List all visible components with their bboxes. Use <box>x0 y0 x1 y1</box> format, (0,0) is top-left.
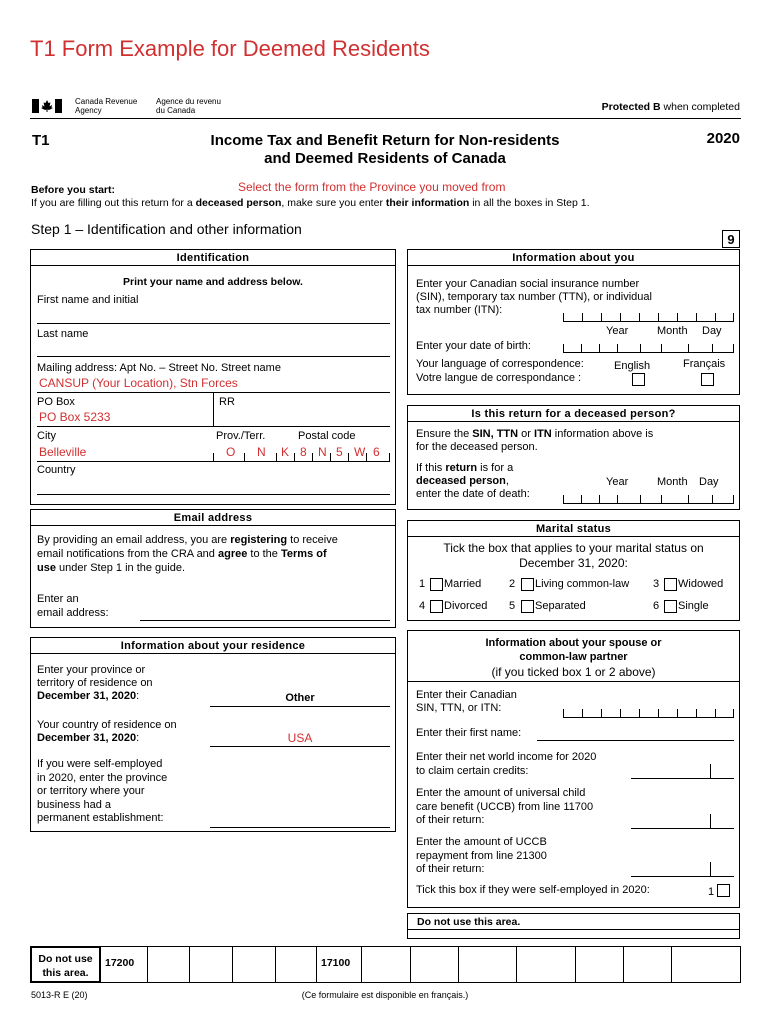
sin-field[interactable] <box>563 321 734 322</box>
do-not-use-label: Do not use this area. <box>417 916 521 928</box>
dob-day-label: Day <box>702 325 722 337</box>
widowed-checkbox[interactable] <box>664 578 677 591</box>
email-terms-text: By providing an email address, you are registering to receive email notifications from the CRA and agree to the Terms of use under Step 1 in the guide. <box>37 534 338 574</box>
agency-name-fr: Agence du revenu du Canada <box>156 97 221 115</box>
spouse-uccb-field[interactable] <box>631 828 734 829</box>
before-start-note: Select the form from the Province you moved from <box>238 180 506 194</box>
before-start-label: Before you start: <box>31 184 116 196</box>
death-day-label: Day <box>699 476 719 488</box>
spouse-uccb-label: Enter the amount of universal child care benefit (UCCB) from line 11700 of their return: <box>416 787 594 826</box>
single-checkbox[interactable] <box>664 600 677 613</box>
po-box-label: PO Box <box>37 396 75 408</box>
first-name-field[interactable] <box>37 323 390 324</box>
marital-option-widowed[interactable]: 3 <box>653 578 660 590</box>
print-label: Print your name and address below. <box>123 276 303 288</box>
last-name-field[interactable] <box>37 356 390 357</box>
postal-char-2[interactable]: 8 <box>300 445 307 459</box>
widowed-label: Widowed <box>678 578 724 590</box>
spouse-uccb-repay-field[interactable] <box>631 876 734 877</box>
marital-option-single[interactable]: 6 <box>653 600 660 612</box>
page-title: T1 Form Example for Deemed Residents <box>30 36 430 61</box>
spouse-uccb-repay-label: Enter the amount of UCCB repayment from line 21300 of their return: <box>416 836 547 875</box>
country-field[interactable] <box>37 494 390 495</box>
postal-char-4[interactable]: 5 <box>336 445 343 459</box>
separated-checkbox[interactable] <box>521 600 534 613</box>
death-date-field[interactable] <box>563 503 734 504</box>
sin-label: Enter your Canadian social insurance number (SIN), temporary tax number (TTN), or individual tax number (ITN): <box>416 278 652 316</box>
last-name-label: Last name <box>37 328 89 340</box>
form-title: Income Tax and Benefit Return for Non-residents and Deemed Residents of Canada <box>210 132 560 167</box>
common-law-checkbox[interactable] <box>521 578 534 591</box>
residence-province-label: Enter your province or territory of residence on December 31, 2020: <box>37 664 153 702</box>
single-label: Single <box>678 600 709 612</box>
dob-field[interactable] <box>563 352 734 353</box>
form-code: T1 <box>32 132 50 149</box>
footer-french-note: (Ce formulaire est disponible en français.) <box>301 990 469 1000</box>
spouse-sin-label: Enter their Canadian SIN, TTN, or ITN: <box>416 689 517 714</box>
form-year: 2020 <box>706 130 740 147</box>
deceased-ensure-text: Ensure the SIN, TTN or ITN information above is for the deceased person. <box>416 428 654 453</box>
dob-label: Enter your date of birth: <box>416 340 531 352</box>
postal-char-3[interactable]: N <box>318 445 327 459</box>
email-header: Email address <box>30 510 396 526</box>
english-label: English <box>614 360 651 372</box>
country-label: Country <box>37 464 76 476</box>
death-year-label: Year <box>606 476 629 488</box>
deceased-date-text: If this return is for a deceased person, enter the date of death: <box>416 462 530 500</box>
self-employed-province-label: If you were self-employed in 2020, enter the province or territory where your business had a permanent establishment: <box>37 758 168 824</box>
spouse-header-note: (if you ticked box 1 or 2 above) <box>491 665 656 679</box>
agency-name-en: Canada Revenue Agency <box>75 97 138 115</box>
about-you-header: Information about you <box>407 250 740 266</box>
spouse-self-employed-label: Tick this box if they were self-employed in 2020: <box>416 884 650 896</box>
postal-char-1[interactable]: K <box>281 445 290 459</box>
common-law-label: Living common-law <box>535 578 630 590</box>
mailing-value[interactable]: CANSUP (Your Location), Stn Forces <box>39 376 238 390</box>
divorced-checkbox[interactable] <box>430 600 443 613</box>
prov-label: Prov./Terr. <box>216 430 266 442</box>
canada-flag-icon <box>32 99 62 113</box>
residence-country-value[interactable]: USA <box>287 731 313 745</box>
self-employed-province-field[interactable] <box>210 827 390 828</box>
postal-label: Postal code <box>298 430 356 442</box>
email-enter-label: Enter an email address: <box>37 593 109 619</box>
francais-checkbox[interactable] <box>701 373 714 386</box>
protected-label: Protected B when completed <box>601 101 740 113</box>
po-box-value[interactable]: PO Box 5233 <box>39 410 111 424</box>
city-label: City <box>37 430 56 442</box>
married-label: Married <box>444 578 482 590</box>
spouse-first-name-field[interactable] <box>537 740 734 741</box>
residence-country-label: Your country of residence on December 31, 2020: <box>37 719 177 744</box>
spouse-net-income-field[interactable] <box>631 778 734 779</box>
spouse-net-income-label: Enter their net world income for 2020 to claim certain credits: <box>416 751 597 777</box>
spouse-header: Information about your spouse or common-law partner <box>485 637 662 663</box>
spouse-first-name-label: Enter their first name: <box>416 727 522 739</box>
postal-char-5[interactable]: W <box>354 445 366 459</box>
francais-label: Français <box>683 358 726 370</box>
bottom-code-17200: 17200 <box>105 957 135 969</box>
language-label-fr: Votre langue de correspondance : <box>416 372 582 384</box>
step1-title: Step 1 – Identification and other information <box>31 221 302 237</box>
city-value[interactable]: Belleville <box>39 445 87 459</box>
postal-char-6[interactable]: 6 <box>373 445 380 459</box>
spouse-sin-field[interactable] <box>563 717 734 718</box>
before-start-text: If you are filling out this return for a deceased person, make sure you enter their information in all the boxes in Step 1. <box>31 197 590 209</box>
dob-month-label: Month <box>657 325 688 337</box>
marital-option-common-law[interactable]: 2 <box>509 578 516 590</box>
divorced-label: Divorced <box>444 600 488 612</box>
identification-header: Identification <box>30 250 396 266</box>
marital-instruction: Tick the box that applies to your marital status on December 31, 2020: <box>443 541 704 570</box>
prov-value-1[interactable]: O <box>226 445 236 459</box>
spouse-self-employed-checkbox[interactable] <box>717 884 730 897</box>
residence-header: Information about your residence <box>30 638 396 654</box>
rr-label: RR <box>219 396 235 408</box>
prov-value-2[interactable]: N <box>257 445 266 459</box>
first-name-label: First name and initial <box>37 294 139 306</box>
married-checkbox[interactable] <box>430 578 443 591</box>
marital-option-divorced[interactable]: 4 <box>419 600 426 612</box>
death-month-label: Month <box>657 476 688 488</box>
english-checkbox[interactable] <box>632 373 645 386</box>
marital-option-separated[interactable]: 5 <box>509 600 516 612</box>
marital-option-married[interactable]: 1 <box>419 578 426 590</box>
bottom-code-17100: 17100 <box>321 957 351 969</box>
step1-box-number: 9 <box>722 230 740 248</box>
separated-label: Separated <box>535 600 586 612</box>
marital-header: Marital status <box>407 521 740 537</box>
mailing-label: Mailing address: Apt No. – Street No. Street name <box>37 362 281 374</box>
bottom-do-not-use-box: Do not use this area. <box>30 946 101 983</box>
language-label-en: Your language of correspondence: <box>416 358 584 370</box>
deceased-header: Is this return for a deceased person? <box>407 406 740 422</box>
residence-province-value[interactable]: Other <box>285 692 315 704</box>
dob-year-label: Year <box>606 325 629 337</box>
spouse-self-employed-num: 1 <box>708 886 715 898</box>
footer-form-id: 5013-R E (20) <box>31 990 88 1000</box>
email-input[interactable] <box>140 620 390 621</box>
